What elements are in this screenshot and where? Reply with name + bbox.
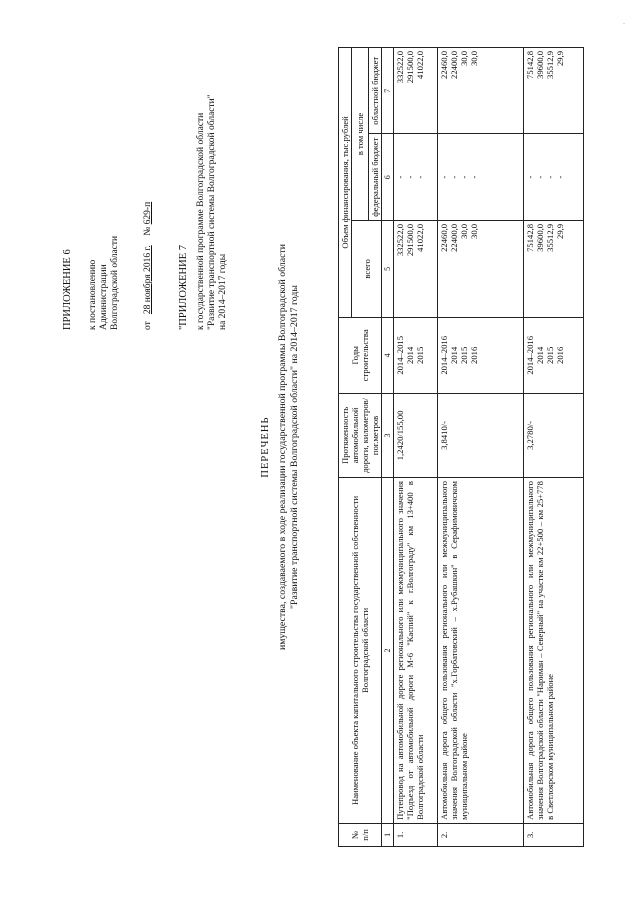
federal-value: -	[545, 175, 555, 179]
row-length: 3,2780/-	[524, 393, 584, 477]
total-value: 35512,9	[545, 223, 555, 252]
federal-value: -	[405, 175, 415, 179]
regional-value: 75142,8	[525, 51, 535, 79]
header-num: № п/п	[339, 823, 382, 846]
row-years	[438, 317, 524, 393]
header-total: всего	[352, 220, 382, 317]
total-value: 30,0	[459, 223, 469, 239]
scan-mark: ·	[620, 22, 629, 25]
federal-value: -	[439, 175, 449, 179]
regional-value: 291500,0	[405, 51, 415, 84]
row-regional	[394, 48, 438, 135]
year: 2016	[555, 346, 565, 364]
year: 2014–2015	[395, 336, 405, 375]
decree-reference	[88, 90, 121, 330]
col-index: 3	[382, 393, 394, 477]
header-regional: областной бюджет	[369, 48, 382, 135]
document-subtitle-line2: "Развитие транспортной системы Волгоградской области" на 2014–2017 годы	[289, 285, 300, 609]
date-value: 28 ноября 2016 г.	[143, 245, 153, 315]
total-value: 75142,8	[525, 223, 535, 252]
row-num: 3.	[524, 823, 584, 846]
total-value: 39600,0	[535, 223, 545, 252]
regional-value: 22460,0	[439, 51, 449, 79]
row-federal	[438, 134, 524, 220]
federal-value: -	[449, 175, 459, 179]
federal-value: -	[415, 175, 425, 179]
col-index: 4	[382, 317, 394, 393]
regional-value: 35512,9	[545, 51, 555, 79]
year: 2016	[469, 346, 479, 364]
federal-value: -	[525, 175, 535, 179]
table-row	[394, 48, 438, 847]
total-value: 29,9	[555, 223, 565, 239]
row-years	[524, 317, 584, 393]
total-value: 41022,0	[415, 223, 425, 252]
table-row	[524, 48, 584, 847]
total-value: 30,0	[469, 223, 479, 239]
regional-value: 29,9	[555, 51, 565, 67]
appendix6-title: ПРИЛОЖЕНИЕ 6	[62, 249, 73, 330]
property-list-table	[338, 47, 584, 847]
appendix7-title: "ПРИЛОЖЕНИЕ 7	[178, 244, 189, 330]
date-prefix: от	[143, 321, 153, 330]
number-value: 629-п	[143, 201, 153, 225]
row-length: 3,8410/-	[438, 393, 524, 477]
decree-administration: Администрации	[99, 264, 109, 330]
federal-value: -	[395, 175, 405, 179]
federal-value: -	[469, 175, 479, 179]
header-name: Наименование объекта капитального строительства государственной собственности Волгоградской области	[339, 478, 382, 824]
row-name: Автомобильная дорога общего пользования регионального или межмуниципального значения Волгоградской области "Нариман – Северный" на участке км 22+500 – км 25+778 в Светлоярском муниципальном районе	[524, 478, 584, 824]
row-total	[524, 220, 584, 317]
total-value: 332522,0	[395, 223, 405, 257]
row-regional	[524, 48, 584, 135]
row-name: Путепровод на автомобильной дороге регионального или межмуниципального значения "Подъезд от автомобильной дороги М-6 "Каспий" к г.Волгограду" км 13+400 в Волгоградской области	[394, 478, 438, 824]
federal-value: -	[535, 175, 545, 179]
row-years	[394, 317, 438, 393]
regional-value: 30,0	[469, 51, 479, 67]
appendix6-heading	[62, 249, 73, 330]
total-value: 22460,0	[439, 223, 449, 252]
regional-value: 22400,0	[449, 51, 459, 79]
row-length: 1,2420/155,00	[394, 393, 438, 477]
col-index: 6	[382, 134, 394, 220]
col-index: 5	[382, 220, 394, 317]
year: 2014–2016	[525, 336, 535, 375]
decree-date-line	[143, 50, 154, 330]
document-subtitle-line1: имущества, создаваемого в ходе реализации государственной программы Волгоградской области	[277, 244, 288, 650]
year: 2014–2016	[439, 336, 449, 375]
col-index: 7	[382, 48, 394, 135]
regional-value: 30,0	[459, 51, 469, 67]
year: 2014	[405, 346, 415, 364]
year: 2014	[449, 346, 459, 364]
table-row	[438, 48, 524, 847]
row-num: 2.	[438, 823, 524, 846]
total-value: 291500,0	[405, 223, 415, 257]
year: 2015	[415, 346, 425, 364]
header-federal: федеральный бюджет	[369, 134, 382, 220]
header-years: Годы строительства	[339, 317, 382, 393]
federal-value: -	[555, 175, 565, 179]
col-index: 1	[382, 823, 394, 846]
row-total	[438, 220, 524, 317]
total-value: 22400,0	[449, 223, 459, 252]
document-title: ПЕРЕЧЕНЬ	[260, 416, 271, 478]
row-federal	[394, 134, 438, 220]
regional-value: 332522,0	[395, 51, 405, 84]
col-index: 2	[382, 478, 394, 824]
header-including: в том числе	[352, 48, 369, 221]
regional-value: 41022,0	[415, 51, 425, 79]
year: 2014	[535, 346, 545, 364]
decree-to: к постановлению	[88, 259, 98, 330]
row-regional	[438, 48, 524, 135]
appendix7-line2: "Развитие транспортной системы Волгоградской области"	[207, 94, 217, 330]
appendix7-line1: к государственной программе Волгоградской области	[196, 112, 206, 330]
appendix7-line3: на 2014–2017 годы	[218, 253, 228, 330]
row-federal	[524, 134, 584, 220]
year: 2015	[545, 346, 555, 364]
row-num: 1.	[394, 823, 438, 846]
header-length: Протяженность автомобильной дороги, километров/ пог.метров	[339, 393, 382, 477]
regional-value: 39600,0	[535, 51, 545, 79]
row-name: Автомобильная дорога общего пользования регионального или межмуниципального значения Волгоградской области "х.Горбатовский – х.Рубашкин" в Серафимовичском муниципальном районе	[438, 478, 524, 824]
year: 2015	[459, 346, 469, 364]
federal-value: -	[459, 175, 469, 179]
number-prefix: №	[143, 226, 153, 236]
row-total	[394, 220, 438, 317]
decree-region: Волгоградской области	[110, 235, 120, 330]
header-funding: Объем финансирования, тыс.рублей	[339, 48, 352, 318]
appendix7-block	[178, 30, 229, 330]
column-index-row	[382, 48, 394, 847]
